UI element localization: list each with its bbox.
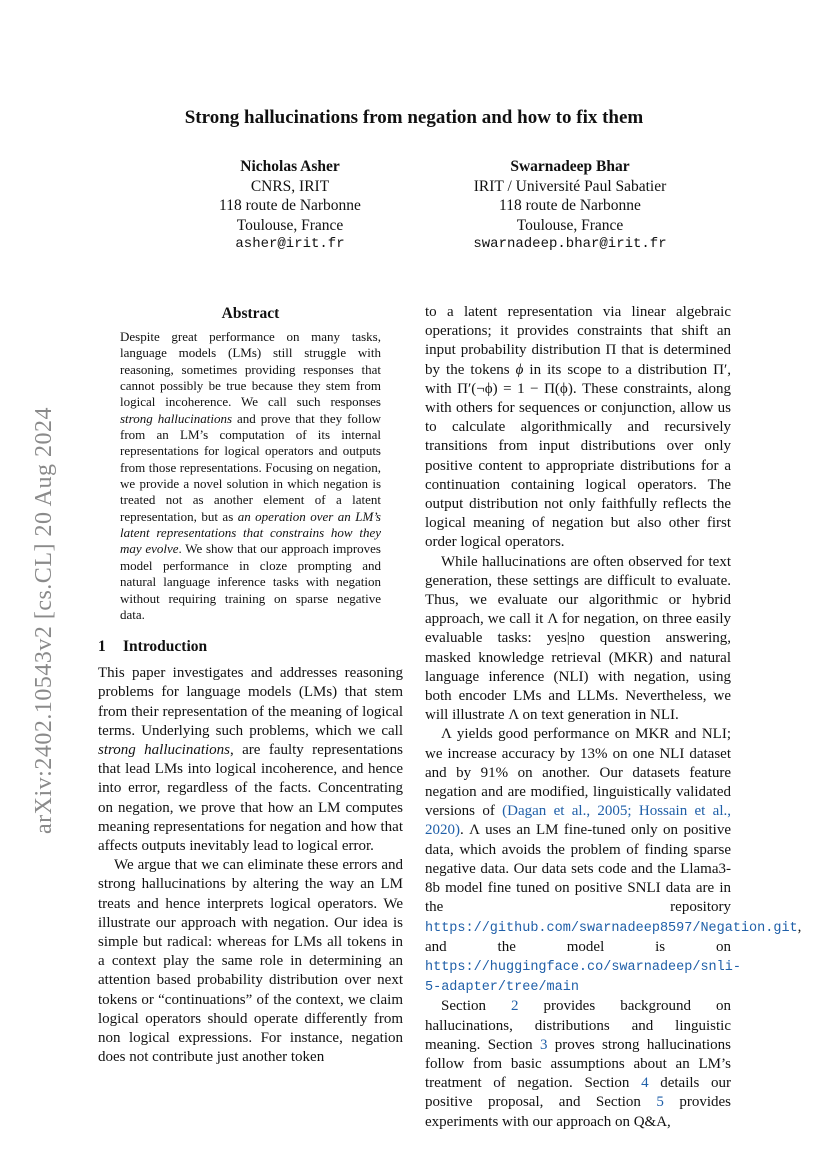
text-segment: , are faulty representations that lead LMs into logical incoherence, and hence into error, regardless of the facts. Concentrating on negation, we prove that how an LM computes meaning representations for negation and how that affects outputs inevitably lead to logical error. [98, 742, 403, 855]
intro-paragraph-3: While hallucinations are often observed for text generation, these settings are difficult to evaluate. Thus, we evaluate our algorithmic or hybrid approach, we call it Λ for negation, on three easily evaluable tasks: yes|no question answering, masked knowledge retrieval (MKR) and natural language inference (NLI) with negation, using both encoder LMs and LLMs. Nevertheless, we will illustrate Λ on text generation in NLI. [425, 553, 731, 724]
author-block-2 [425, 157, 715, 255]
text-segment: to a latent representation via linear algebraic operations; it provides constraints that shift an input probability distribution Π that is determined by the tokens [425, 304, 731, 378]
abstract-emphasis: strong hallucinations [120, 410, 233, 426]
author-address-line: 118 route de Narbonne [219, 197, 361, 214]
text-segment: proves strong hallucinations follow from basic assumptions about an LM’s treatment of negation. Section [425, 1036, 731, 1092]
section-heading-introduction [98, 638, 403, 656]
abstract-segment: Despite great performance on many tasks, language models (LMs) still struggle with reasoning, sometimes providing responses that cannot possibly be true because they stem from logical incoherence. We call such responses [120, 329, 381, 410]
section-title: Introduction [123, 638, 208, 656]
right-column [425, 303, 802, 1132]
text-segment: Λ yields good performance on MKR and NLI; we increase accuracy by 13% on one NLI dataset and by 91% on another. Our datasets feature negation and are modified, linguistically validated versions of [425, 726, 731, 820]
author-block-1 [170, 157, 410, 255]
section-ref-link[interactable]: 5 [656, 1094, 664, 1111]
author-affiliation: CNRS, IRIT [250, 177, 330, 195]
paper-title: Strong hallucinations from negation and how to fix them [184, 107, 644, 128]
citation-link[interactable]: (Dagan et al., 2005; Hossain et al., 2020) [425, 803, 731, 839]
intro-paragraph-1 [98, 664, 403, 856]
section-ref-link[interactable]: 3 [539, 1036, 548, 1053]
huggingface-url-link[interactable]: https://huggingface.co/swarnadeep/snli-5-adapter/tree/main [425, 959, 741, 996]
author-email: asher@irit.fr [235, 236, 345, 252]
abstract-heading: Abstract [221, 305, 280, 322]
author-name: Nicholas Asher [240, 158, 340, 175]
arxiv-watermark [24, 360, 64, 880]
intro-paragraph-4 [425, 725, 802, 997]
text-segment: . Λ uses an LM fine-tuned only on positive data, which avoids the problem of finding sparse negative data. Our data sets code and the Llama3-8b model fine tuned on positive SNLI data are in the repository [425, 822, 731, 916]
section-number: 1 [98, 638, 106, 656]
math-symbol: ϕ [515, 361, 524, 378]
text-segment: This paper investigates and addresses reasoning problems for language models (LMs) that stem from their representation of the meaning of logical terms. Underlying such problems, which we call [98, 665, 403, 739]
arxiv-id: arXiv:2402.10543v2 [cs.CL] 20 Aug 2024 [30, 406, 57, 834]
section-ref-link[interactable]: 4 [641, 1075, 649, 1092]
abstract-segment: and prove that they follow from an LM’s computation of its internal representations for logical operators and outputs from those representations. Focusing on negation, we provide a novel solution in which negation is treated not as another element of a latent representation, but as [120, 410, 382, 524]
text-segment: provides experiments with our approach on Q&A, [425, 1094, 731, 1130]
intro-paragraph-5 [425, 997, 731, 1131]
author-address-line: Toulouse, France [236, 216, 344, 234]
text-segment: in its scope to a distribution Π′, with Π′(¬ϕ) = 1 − Π(ϕ). These constraints, along with others for sequences or conjunction, allow us to calculate algorithmically and recursively transitions from input distributions over only positive content to appropriate distributions for a continuation containing logical operators. The output distribution not only faithfully reflects the logical meaning of negation but also other first order logical operators. [425, 361, 731, 551]
abstract-text [120, 329, 381, 623]
text-segment: , and the model is on [425, 918, 802, 955]
section-ref-link[interactable]: 2 [511, 998, 519, 1015]
github-url-link[interactable]: https://github.com/swarnadeep8597/Negation.git [425, 920, 798, 936]
text-segment: Section [441, 998, 512, 1015]
author-address-line: 118 route de Narbonne [499, 197, 641, 214]
author-affiliation: IRIT / Université Paul Sabatier [473, 177, 667, 195]
intro-paragraph-2: We argue that we can eliminate these errors and strong hallucinations by altering the way an LM treats and hence interprets logical operators. We illustrate our approach with negation. Our idea is simple but radical: whereas for LMs all tokens in a context play the same role in determining an attention based probability distribution over next tokens or “continuations” of the context, we claim logical operators should operate differently from non logical expressions. For instance, negation does not contribute just another token [98, 857, 403, 1066]
left-column [98, 305, 403, 1067]
author-address-line: Toulouse, France [516, 216, 624, 234]
abstract-emphasis: an operation over an LM’s latent representations that constrains how they may evolve [120, 508, 381, 557]
abstract-segment: . We show that our approach improves model performance in cloze prompting and natural language inference tasks with negation without requiring training on sparse negative data. [120, 541, 381, 622]
author-name: Swarnadeep Bhar [510, 158, 630, 175]
intro-paragraph-continued [425, 303, 731, 553]
text-segment: details our positive proposal, and Section [425, 1075, 731, 1111]
text-emphasis: strong hallucinations [98, 742, 230, 758]
text-segment: provides background on hallucinations, distributions and linguistic meaning. Section [425, 998, 732, 1053]
author-email: swarnadeep.bhar@irit.fr [473, 236, 667, 252]
